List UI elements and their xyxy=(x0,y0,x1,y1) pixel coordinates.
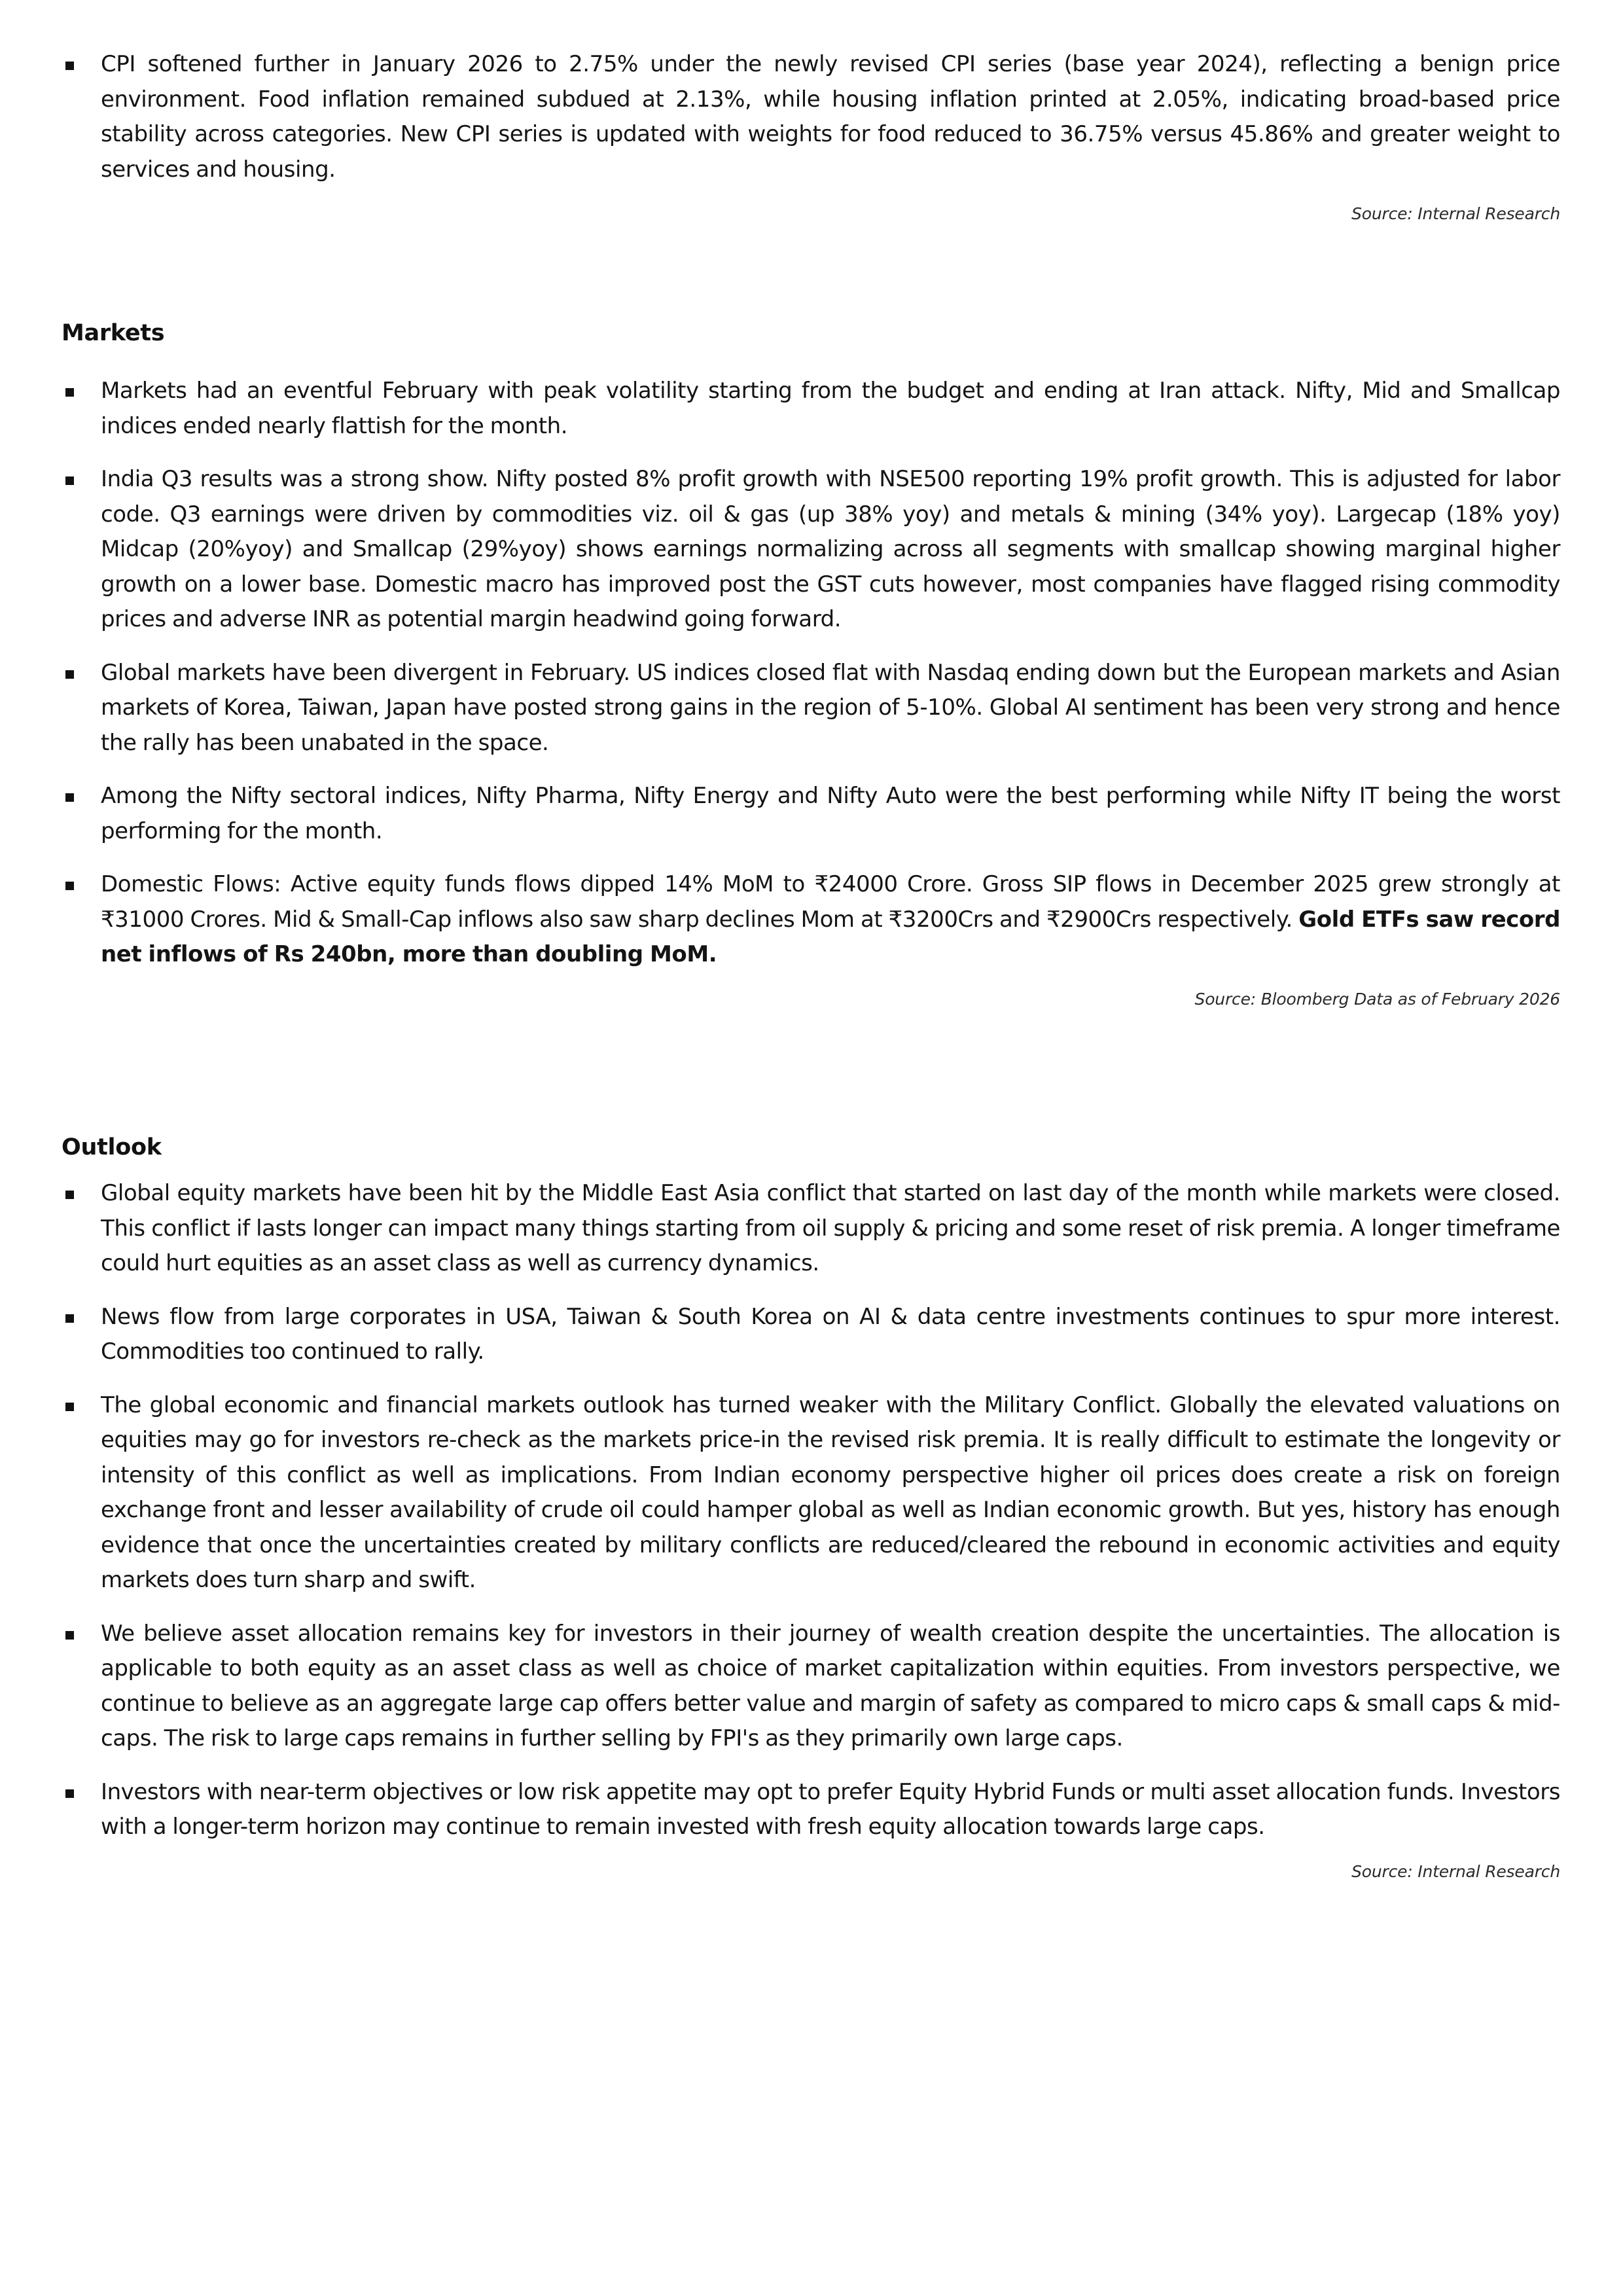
section-heading-markets: Markets xyxy=(62,320,165,346)
bullet-text: The global economic and financial markets outlook has turned weaker with the Military Conflict. Globally the elevated valuations on equities may go for investors re-check as the markets price-in the revised risk premia. It is really difficult to estimate the longevity or intensity of this conflict as well as implications. From Indian economy perspective higher oil prices does create a risk on foreign exchange front and lesser availability of crude oil could hamper global as well as Indian economic growth. But yes, history has enough evidence that once the uncertainties created by military conflicts are reduced/cleared the rebound in economic activities and equity markets does turn sharp and swift. xyxy=(101,1391,1560,1593)
bullet-text: Markets had an eventful February with peak volatility starting from the budget and ending at Iran attack. Nifty, Mid and Smallcap indices ended nearly flattish for the month. xyxy=(101,378,1560,439)
bullet-text: News flow from large corporates in USA, Taiwan & South Korea on AI & data centre investments continues to spur more interest. Commodities too continued to rally. xyxy=(101,1303,1560,1365)
source-note: Source: Internal Research xyxy=(1351,1861,1560,1881)
section-heading-outlook: Outlook xyxy=(62,1134,162,1160)
bullet-item xyxy=(62,1176,1560,1282)
bullet-item xyxy=(62,1617,1560,1757)
bullet-item xyxy=(62,1775,1560,1845)
square-bullet-icon xyxy=(65,388,74,397)
square-bullet-icon xyxy=(65,476,74,485)
bullet-bold-text: Gold ETFs saw record net inflows of Rs 240bn, more than doubling MoM. xyxy=(101,906,1561,967)
source-note: Source: Bloomberg Data as of February 2026 xyxy=(1194,989,1560,1009)
cpi-section xyxy=(62,47,1560,225)
square-bullet-icon xyxy=(65,1631,74,1640)
bullet-item xyxy=(62,47,1560,187)
bullet-text: Global equity markets have been hit by the Middle East Asia conflict that started on last day of the month while markets were closed. This conflict if lasts longer can impact many things starting from oil supply & pricing and some reset of risk premia. A longer timeframe could hurt equities as an asset class as well as currency dynamics. xyxy=(101,1180,1560,1276)
bullet-text: Global markets have been divergent in February. US indices closed flat with Nasdaq ending down but the European markets and Asian markets of Korea, Taiwan, Japan have posted strong gains in the region of 5-10%. Global AI sentiment has been very strong and hence the rally has been unabated in the space. xyxy=(101,659,1560,756)
square-bullet-icon xyxy=(65,1403,74,1411)
cpi-bullet-list xyxy=(62,47,1560,187)
bullet-text: CPI softened further in January 2026 to 2.75% under the newly revised CPI series (base year 2024), reflecting a benign price environment. Food inflation remained subdued at 2.13%, while housing inflation printed at 2.05%, indicating broad-based price stability across categories. New CPI series is updated with weights for food reduced to 36.75% versus 45.86% and greater weight to services and housing. xyxy=(101,51,1560,183)
bullet-text: India Q3 results was a strong show. Nifty posted 8% profit growth with NSE500 reporting 19% profit growth. This is adjusted for labor code. Q3 earnings were driven by commodities viz. oil & gas (up 38% yoy) and metals & mining (34% yoy). Largecap (18% yoy) Midcap (20%yoy) and Smallcap (29%yoy) shows earnings normalizing across all segments with smallcap showing marginal higher growth on a lower base. Domestic macro has improved post the GST cuts however, most companies have flagged rising commodity prices and adverse INR as potential margin headwind going forward. xyxy=(101,466,1560,632)
square-bullet-icon xyxy=(65,62,74,70)
bullet-item xyxy=(62,779,1560,849)
source-note: Source: Internal Research xyxy=(1351,204,1560,223)
outlook-section xyxy=(62,1133,1560,1883)
bullet-item xyxy=(62,1300,1560,1370)
square-bullet-icon xyxy=(65,1789,74,1798)
square-bullet-icon xyxy=(65,882,74,890)
bullet-text: We believe asset allocation remains key for investors in their journey of wealth creation despite the uncertainties. The allocation is applicable to both equity as an asset class as well as choice of market capitalization within equities. From investors perspective, we continue to believe as an aggregate large cap offers better value and margin of safety as compared to micro caps & small caps & mid-caps. The risk to large caps remains in further selling by FPI's as they primarily own large caps. xyxy=(101,1620,1560,1751)
square-bullet-icon xyxy=(65,1314,74,1323)
bullet-text: Among the Nifty sectoral indices, Nifty Pharma, Nifty Energy and Nifty Auto were the best performing while Nifty IT being the worst performing for the month. xyxy=(101,783,1560,844)
square-bullet-icon xyxy=(65,793,74,802)
square-bullet-icon xyxy=(65,1191,74,1199)
bullet-item xyxy=(62,462,1560,637)
square-bullet-icon xyxy=(65,670,74,679)
bullet-item xyxy=(62,374,1560,444)
outlook-bullet-list xyxy=(62,1176,1560,1845)
bullet-text: Investors with near-term objectives or low risk appetite may opt to prefer Equity Hybrid Funds or multi asset allocation funds. Investors with a longer-term horizon may continue to remain invested with fresh equity allocation towards large caps. xyxy=(101,1778,1560,1840)
bullet-item xyxy=(62,656,1560,761)
bullet-item xyxy=(62,1388,1560,1598)
bullet-item xyxy=(62,867,1560,973)
markets-bullet-list xyxy=(62,374,1560,973)
markets-section xyxy=(62,319,1560,1011)
bullet-text: Domestic Flows: Active equity funds flows dipped 14% MoM to ₹24000 Crore. Gross SIP flows in December 2025 grew strongly at ₹31000 Crores. Mid & Small-Cap inflows also saw sharp declines Mom at ₹3200Crs and ₹2900Crs respectively. xyxy=(101,871,1560,933)
